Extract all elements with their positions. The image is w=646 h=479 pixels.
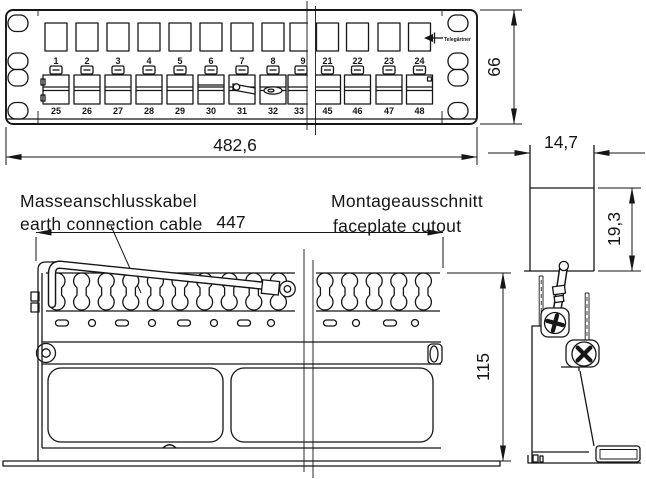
hole [353, 320, 360, 327]
port-number: 32 [267, 106, 279, 116]
hole [211, 320, 218, 327]
port-column-3 [105, 23, 131, 116]
faceplate-cutout-detail [488, 132, 645, 271]
port-number: 31 [236, 106, 248, 116]
port-number: 9 [300, 56, 306, 66]
dimension-text: 66 [484, 57, 504, 77]
port-column-2 [74, 23, 100, 116]
side-view [528, 261, 641, 463]
upper-screw [541, 308, 569, 337]
port-number: 47 [383, 106, 395, 116]
bottom-feet [3, 461, 500, 466]
ring-lug [261, 279, 296, 298]
port-number: 30 [205, 106, 217, 116]
dimension-19-3 [598, 188, 641, 271]
slot [178, 320, 191, 326]
mounting-hole [448, 103, 468, 120]
port-number: 25 [50, 106, 62, 116]
port-number: 1 [53, 56, 59, 66]
blanking-plug [264, 87, 282, 94]
cable-crimp [553, 285, 566, 295]
port-number: 4 [146, 56, 152, 66]
port-number: 45 [322, 106, 333, 116]
lower-screw [566, 340, 599, 367]
jack-notch [428, 77, 432, 81]
port-number: 21 [322, 56, 333, 66]
comb-cutout [342, 273, 358, 310]
dimension-text: 447 [216, 212, 246, 232]
port-number: 3 [115, 56, 121, 66]
mounting-hole [448, 15, 468, 32]
port-number: 33 [293, 106, 305, 116]
rear-view [3, 249, 500, 478]
comb-cutout [74, 273, 90, 310]
mounting-hole [8, 53, 28, 70]
slot [384, 320, 397, 326]
port-column-22 [345, 23, 371, 116]
hole [89, 320, 96, 327]
port-number: 5 [177, 56, 183, 66]
foot-flange [596, 446, 640, 462]
foot-flange-inner [600, 450, 637, 460]
dimension-115 [447, 273, 511, 461]
base-hatch [533, 455, 538, 462]
port-column-21 [315, 23, 341, 116]
mounting-hole [8, 103, 28, 120]
mounting-hole [8, 15, 28, 32]
latch-detail [430, 346, 438, 362]
body-left-profile [532, 326, 546, 463]
rear-cutout-window [231, 368, 433, 442]
port-number: 26 [81, 106, 93, 116]
brand-text: Telegärtner [444, 37, 471, 43]
dimension-text: 19,3 [604, 211, 624, 247]
slot [116, 320, 129, 326]
rear-cutout-window [48, 368, 223, 442]
comb-cutout [391, 273, 407, 310]
port-number: 7 [239, 56, 245, 66]
port-column-4 [136, 23, 162, 116]
comb-cutout [317, 273, 333, 310]
dimension-text: 115 [473, 353, 493, 381]
dimension-text: 482,6 [213, 135, 257, 155]
label-de: Masseanschlusskabel [20, 191, 197, 211]
port-number: 27 [112, 106, 124, 116]
port-number: 28 [143, 106, 155, 116]
comb-cutout [246, 273, 262, 310]
hinge-drum [37, 344, 56, 363]
port-column-5 [167, 23, 193, 116]
front-view [6, 1, 477, 135]
hinge-pin [42, 349, 50, 357]
port-number: 23 [383, 56, 395, 66]
port-number: 24 [414, 56, 425, 66]
faceplate-cutout-label [331, 191, 483, 236]
cable-crimp [554, 295, 564, 302]
dimension-width-482 [6, 127, 477, 165]
lug-crimp [261, 280, 279, 295]
cable-comb [46, 273, 440, 311]
label-de: Montageausschnitt [331, 191, 483, 211]
comb-cutout [415, 273, 431, 310]
right-mounting-ear [442, 10, 468, 124]
port-number: 8 [270, 56, 276, 66]
slot-row [56, 320, 419, 327]
mounting-hole [8, 70, 28, 87]
slot [324, 320, 337, 326]
comb-cutout [98, 273, 114, 310]
label-en: earth connection cable [20, 214, 203, 234]
flap-pivot [233, 84, 239, 90]
label-en: faceplate cutout [333, 216, 462, 236]
port-column-23 [376, 23, 402, 116]
left-mounting-ear [8, 10, 38, 124]
hole [412, 320, 419, 327]
break-gap [308, 17, 315, 117]
cable-tip [559, 261, 568, 270]
base-hatch [540, 456, 543, 462]
dimension-14-7 [488, 132, 645, 153]
port-number: 46 [352, 106, 363, 116]
port-column-8 [260, 23, 286, 116]
mounting-hole [448, 70, 468, 87]
slot [56, 320, 69, 326]
port-column-7 [229, 23, 255, 116]
dimension-text: 14,7 [543, 132, 579, 152]
comb-cutout [123, 273, 139, 310]
port-number: 22 [352, 56, 363, 66]
port-column-6 [198, 23, 224, 116]
comb-cutout [366, 273, 382, 310]
port-number: 2 [84, 56, 90, 66]
hole [149, 320, 156, 327]
port-column-1 [41, 23, 69, 116]
port-number: 29 [174, 106, 186, 116]
body-diagonal-edge [580, 371, 594, 446]
port-number: 6 [208, 56, 214, 66]
dimension-height-66 [480, 10, 522, 124]
mounting-hole [448, 53, 468, 70]
slot [238, 320, 251, 326]
port-number: 48 [414, 106, 425, 116]
hole [268, 320, 275, 327]
